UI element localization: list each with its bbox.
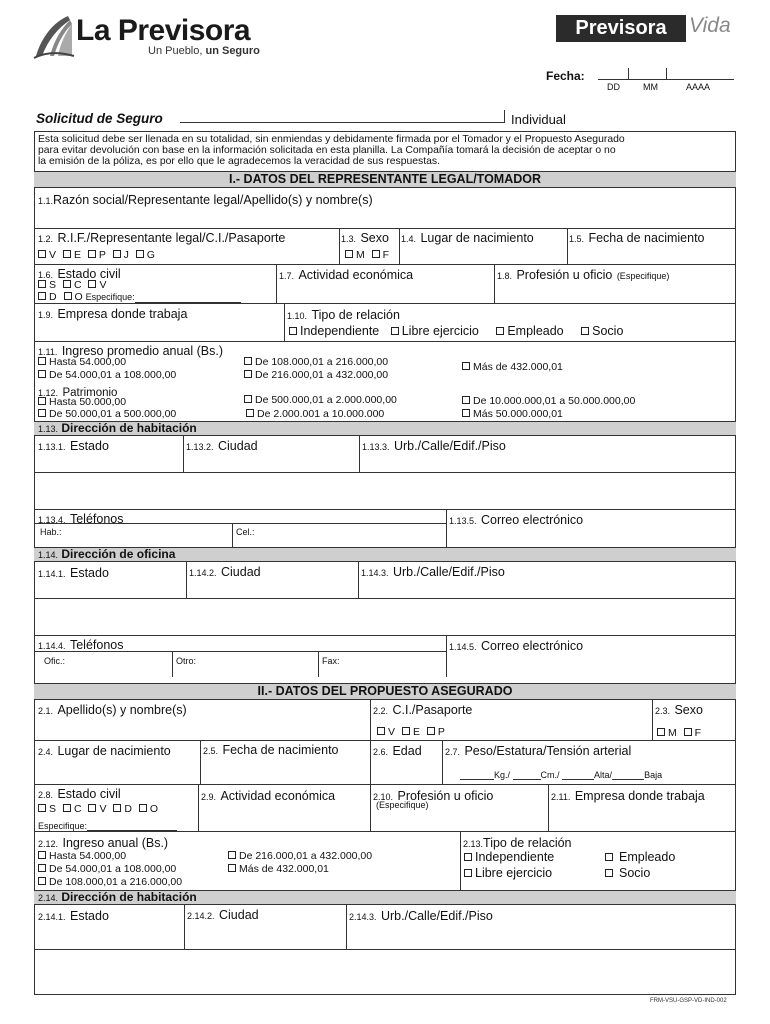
income-2-opt-3[interactable]: De 108.000,01 a 216.000,00 bbox=[38, 876, 182, 888]
field-2-14-1-num: 2.14.1. bbox=[38, 912, 66, 922]
field-1-13-2-label bbox=[186, 437, 258, 455]
field-1-13-2-num: 1.13.2. bbox=[186, 442, 214, 452]
address-2-14-input[interactable] bbox=[36, 951, 734, 993]
checkbox-1-2-p[interactable] bbox=[88, 250, 96, 258]
field-1-2-num: 1.2. bbox=[38, 234, 54, 244]
checkbox-2-2-e[interactable] bbox=[402, 727, 410, 735]
field-2-6-num: 2.6. bbox=[373, 747, 389, 757]
pressure-low-input[interactable] bbox=[612, 779, 644, 780]
checkbox-2-8-o[interactable] bbox=[139, 804, 147, 812]
field-2-3-label bbox=[655, 701, 703, 719]
opt-independiente: Independiente bbox=[300, 324, 380, 338]
field-2-13-num: 2.13. bbox=[463, 839, 484, 849]
field-2-1-num: 2.1. bbox=[38, 706, 54, 716]
field-1-5-label bbox=[569, 229, 705, 247]
patrimonio-opt-6[interactable]: Más 50.000.000,01 bbox=[462, 408, 563, 420]
field-2-13-text: Tipo de relación bbox=[483, 836, 572, 850]
field-1-14-3-label bbox=[361, 563, 505, 581]
checkbox-2-2-p[interactable] bbox=[427, 727, 435, 735]
field-1-10-options bbox=[289, 324, 623, 338]
intro-text bbox=[38, 134, 625, 167]
checkbox-independiente[interactable] bbox=[289, 327, 297, 335]
field-1-13-5-text: Correo electrónico bbox=[480, 513, 584, 527]
income-1-opt-2[interactable]: De 54.000,01 a 108.000,00 bbox=[38, 369, 176, 381]
field-1-7-label bbox=[279, 266, 413, 284]
field-1-13-5-label bbox=[449, 511, 583, 529]
brand-tagline bbox=[148, 45, 260, 57]
opt-1-6-d: D bbox=[49, 291, 57, 303]
checkbox-1-2-v[interactable] bbox=[38, 250, 46, 258]
field-1-13-4-label bbox=[38, 510, 124, 528]
field-2-8-num: 2.8. bbox=[38, 790, 54, 800]
field-1-13-3-num: 1.13.3. bbox=[362, 442, 390, 452]
field-1-9-num: 1.9. bbox=[38, 310, 54, 320]
address-1-13-input[interactable] bbox=[36, 474, 734, 508]
field-2-4-label bbox=[38, 742, 171, 760]
income-1-opt-4[interactable]: De 216.000,01 a 432.000,00 bbox=[244, 369, 388, 381]
field-2-14-2-text: Ciudad bbox=[218, 908, 259, 922]
phone-cel-label: Cel.: bbox=[236, 527, 255, 537]
form-title: Solicitud de Seguro bbox=[36, 111, 163, 126]
field-1-14-5-label bbox=[449, 637, 583, 655]
field-1-2-text: R.I.F./Representante legal/C.I./Pasaporte bbox=[57, 231, 286, 245]
field-2-2-options bbox=[377, 726, 445, 738]
field-1-1-input[interactable] bbox=[36, 207, 734, 227]
form-title-line bbox=[180, 122, 504, 123]
field-1-10-num: 1.10. bbox=[287, 311, 308, 321]
field-2-6-label bbox=[373, 742, 422, 760]
product-badge: Previsora bbox=[556, 15, 686, 42]
especifique-2-8-text: Especifique: bbox=[38, 821, 88, 831]
opt-1-3-m: M bbox=[356, 249, 365, 261]
opt-2-8-s: S bbox=[49, 803, 57, 815]
field-1-3-text: Sexo bbox=[360, 231, 389, 245]
section-1-header: I.- DATOS DEL REPRESENTANTE LEGAL/TOMADOR bbox=[34, 171, 736, 188]
opt-1-2-p: P bbox=[98, 249, 106, 261]
field-2-7-num: 2.7. bbox=[445, 747, 461, 757]
field-1-11-num: 1.11. bbox=[38, 347, 58, 357]
field-1-6-options-b bbox=[38, 291, 241, 303]
field-1-2-label bbox=[38, 229, 285, 247]
field-1-7-num: 1.7. bbox=[279, 271, 295, 281]
date-mm-label: MM bbox=[643, 82, 658, 92]
opt-2-2-v: V bbox=[388, 726, 396, 738]
intro-line-2: para evitar devolución con base en la información solicitada en esta planilla. La Compañía tomará la decisión de aceptar o no bbox=[38, 145, 616, 156]
intro-line-3: la emisión de la póliza, es por ello que le agradecemos la veracidad de sus respuestas. bbox=[38, 156, 441, 167]
checkbox-2-8-s[interactable] bbox=[38, 804, 46, 812]
patrimonio-opt-4[interactable]: De 2.000.001 a 10.000.000 bbox=[246, 408, 384, 420]
checkbox-1-2-e[interactable] bbox=[63, 250, 71, 258]
opt-1-6-v: V bbox=[99, 279, 107, 291]
field-2-10-text: Profesión u oficio bbox=[397, 789, 494, 803]
field-2-14-text: Dirección de habitación bbox=[61, 890, 197, 904]
field-2-14-3-num: 2.14.3. bbox=[349, 912, 377, 922]
field-2-9-num: 2.9. bbox=[201, 792, 217, 802]
opt-2-8-c: C bbox=[73, 803, 82, 815]
opt-empleado: Empleado bbox=[507, 324, 564, 338]
opt-2-3-f: F bbox=[694, 727, 702, 739]
field-1-11-text: Ingreso promedio anual (Bs.) bbox=[61, 344, 224, 358]
field-2-7-measures bbox=[460, 770, 662, 780]
income-1-opt-1[interactable]: Hasta 54.000,00 bbox=[38, 356, 126, 368]
field-1-14-2-text: Ciudad bbox=[220, 565, 261, 579]
opt-1-3-f: F bbox=[382, 249, 390, 261]
field-1-3-options bbox=[345, 249, 389, 261]
field-2-10-note: (Especifique) bbox=[376, 800, 429, 810]
field-1-14-1-label bbox=[38, 564, 109, 582]
field-2-5-num: 2.5. bbox=[203, 746, 219, 756]
section-1-14-header bbox=[34, 547, 736, 562]
income-2-opt-5[interactable]: Más de 432.000,01 bbox=[228, 863, 329, 875]
income-2-opt-4[interactable]: De 216.000,01 a 432.000,00 bbox=[228, 850, 372, 862]
brand-name: La Previsora bbox=[76, 14, 251, 47]
opt-2-8-o: O bbox=[149, 803, 159, 815]
opt-socio: Socio bbox=[592, 324, 624, 338]
company-logo bbox=[32, 12, 272, 60]
field-1-14-3-num: 1.14.3. bbox=[361, 568, 389, 578]
opt-1-2-g: G bbox=[146, 249, 155, 261]
section-2-14-header bbox=[34, 890, 736, 905]
field-2-2-text: C.I./Pasaporte bbox=[392, 703, 473, 717]
field-2-14-1-text: Estado bbox=[69, 909, 109, 923]
income-2-opt-1[interactable]: Hasta 54.000,00 bbox=[38, 850, 126, 862]
field-2-3-options bbox=[657, 727, 701, 739]
field-1-6-num: 1.6. bbox=[38, 270, 54, 280]
checkbox-1-6-o[interactable] bbox=[64, 292, 72, 300]
field-1-13-1-label bbox=[38, 437, 109, 455]
field-1-2-options bbox=[38, 249, 155, 261]
checkbox-2-2-v[interactable] bbox=[377, 727, 385, 735]
field-2-14-2-num: 2.14.2. bbox=[187, 911, 215, 921]
field-1-13-5-num: 1.13.5. bbox=[449, 516, 477, 526]
field-1-14-3-text: Urb./Calle/Edif./Piso bbox=[392, 565, 505, 579]
field-2-11-text: Empresa donde trabaja bbox=[574, 789, 705, 803]
checkbox-1-2-j[interactable] bbox=[113, 250, 121, 258]
product-suffix: Vida bbox=[689, 14, 731, 37]
checkbox-2-3-m[interactable] bbox=[657, 728, 665, 736]
logo-building-icon bbox=[32, 12, 76, 60]
field-1-6-options-a bbox=[38, 279, 106, 291]
form-code: FRM-VSU-GSP-VD-IND-002 bbox=[650, 998, 727, 1004]
phone-otro-label: Otro: bbox=[176, 656, 197, 666]
brand-tagline-b: un Seguro bbox=[205, 45, 260, 57]
patrimonio-opt-1[interactable]: Hasta 50.000,00 bbox=[38, 396, 126, 408]
checkbox-1-2-g[interactable] bbox=[136, 250, 144, 258]
field-2-1-text: Apellido(s) y nombre(s) bbox=[57, 703, 187, 717]
opt-2-8-v: V bbox=[99, 803, 107, 815]
unit-kg: Kg./ bbox=[494, 770, 511, 780]
checkbox-2-8-c[interactable] bbox=[63, 804, 71, 812]
opt-1-6-s: S bbox=[49, 279, 57, 291]
field-1-8-note: (Especifique) bbox=[616, 271, 670, 281]
rel-2-empleado[interactable]: Empleado bbox=[605, 850, 675, 864]
field-1-13-4-text: Teléfonos bbox=[69, 512, 124, 526]
field-2-7-text: Peso/Estatura/Tensión arterial bbox=[464, 744, 632, 758]
patrimonio-opt-2[interactable]: De 50.000,01 a 500.000,00 bbox=[38, 408, 176, 420]
field-2-11-label bbox=[551, 787, 705, 805]
field-1-1-text: Razón social/Representante legal/Apellido(s) y nombre(s) bbox=[53, 193, 373, 207]
patrimonio-opt-5[interactable]: De 10.000.000,01 a 50.000.000,00 bbox=[462, 395, 635, 407]
field-2-4-text: Lugar de nacimiento bbox=[57, 744, 171, 758]
rel-2-socio[interactable]: Socio bbox=[605, 866, 650, 880]
field-1-14-num: 1.14. bbox=[38, 550, 59, 560]
field-1-3-num: 1.3. bbox=[341, 234, 357, 244]
rel-2-libre-ejercicio[interactable]: Libre ejercicio bbox=[464, 866, 552, 880]
field-1-13-1-text: Estado bbox=[69, 439, 109, 453]
field-1-3-label bbox=[341, 229, 389, 247]
field-2-8-label bbox=[38, 785, 121, 803]
opt-2-2-e: E bbox=[412, 726, 420, 738]
rel-2-independiente[interactable]: Independiente bbox=[464, 850, 554, 864]
intro-line-1: Esta solicitud debe ser llenada en su totalidad, sin enmiendas y debidamente firmada por el Tomador y el Propuesto Asegurado bbox=[38, 134, 625, 145]
income-1-opt-3[interactable]: De 108.000,01 a 216.000,00 bbox=[244, 356, 388, 368]
pressure-high-input[interactable] bbox=[562, 779, 594, 780]
field-2-7-label bbox=[445, 742, 631, 760]
checkbox-2-3-f[interactable] bbox=[684, 728, 692, 736]
field-1-9-text: Empresa donde trabaja bbox=[57, 307, 188, 321]
field-1-7-text: Actividad económica bbox=[298, 268, 414, 282]
phone-ofic-label: Ofic.: bbox=[44, 656, 66, 666]
unit-alta: Alta/ bbox=[594, 770, 613, 780]
field-2-9-label bbox=[201, 787, 335, 805]
field-1-12-text: Patrimonio bbox=[62, 387, 118, 399]
field-2-11-num: 2.11. bbox=[551, 792, 571, 802]
field-2-8-options bbox=[38, 803, 158, 815]
field-2-14-2-label bbox=[187, 906, 259, 924]
form-type: Individual bbox=[511, 112, 566, 127]
field-1-14-5-num: 1.14.5. bbox=[449, 642, 477, 652]
field-1-14-4-num: 1.14.4. bbox=[38, 641, 66, 651]
field-2-4-num: 2.4. bbox=[38, 747, 54, 757]
field-1-9-label bbox=[38, 305, 187, 323]
height-input[interactable] bbox=[513, 779, 541, 780]
especifique-2-8 bbox=[38, 821, 177, 831]
field-2-3-text: Sexo bbox=[674, 703, 703, 717]
field-2-12-text: Ingreso anual (Bs.) bbox=[62, 836, 169, 850]
opt-2-3-m: M bbox=[668, 727, 677, 739]
field-1-13-num: 1.13. bbox=[38, 424, 59, 434]
income-2-opt-2[interactable]: De 54.000,01 a 108.000,00 bbox=[38, 863, 176, 875]
field-1-4-num: 1.4. bbox=[401, 234, 417, 244]
opt-1-2-j: J bbox=[123, 249, 129, 261]
field-2-14-3-text: Urb./Calle/Edif./Piso bbox=[380, 909, 493, 923]
field-2-2-label bbox=[373, 701, 472, 719]
brand-tagline-a: Un Pueblo, bbox=[148, 45, 206, 57]
checkbox-1-6-s[interactable] bbox=[38, 280, 46, 288]
field-1-13-3-label bbox=[362, 437, 506, 455]
patrimonio-opt-3[interactable]: De 500.000,01 a 2.000.000,00 bbox=[244, 394, 397, 406]
checkbox-empleado[interactable] bbox=[496, 327, 504, 335]
unit-cm: Cm./ bbox=[540, 770, 560, 780]
checkbox-1-6-c[interactable] bbox=[63, 280, 71, 288]
checkbox-2-8-v[interactable] bbox=[88, 804, 96, 812]
field-1-13-1-num: 1.13.1. bbox=[38, 442, 66, 452]
date-aaaa-label: AAAA bbox=[686, 82, 711, 92]
weight-input[interactable] bbox=[460, 779, 494, 780]
field-1-14-1-text: Estado bbox=[69, 566, 109, 580]
section-2-header: II.- DATOS DEL PROPUESTO ASEGURADO bbox=[34, 683, 736, 700]
checkbox-1-6-v[interactable] bbox=[88, 280, 96, 288]
field-2-5-label bbox=[203, 741, 339, 759]
field-2-9-text: Actividad económica bbox=[220, 789, 336, 803]
checkbox-1-6-d[interactable] bbox=[38, 292, 46, 300]
opt-1-6-c: C bbox=[73, 279, 82, 291]
opt-1-2-v: V bbox=[49, 249, 57, 261]
date-dd-label: DD bbox=[607, 82, 620, 92]
field-2-8-text: Estado civil bbox=[57, 787, 121, 801]
opt-1-6-o: O bbox=[74, 291, 83, 303]
checkbox-1-3-m[interactable] bbox=[345, 250, 353, 258]
field-1-10-text: Tipo de relación bbox=[311, 308, 400, 322]
opt-libre-ejercicio: Libre ejercicio bbox=[401, 324, 479, 338]
field-1-14-2-num: 1.14.2. bbox=[189, 568, 217, 578]
field-1-14-5-text: Correo electrónico bbox=[480, 639, 584, 653]
field-1-8-text: Profesión u oficio bbox=[516, 268, 613, 282]
field-1-8-label bbox=[497, 266, 669, 284]
address-1-14-input[interactable] bbox=[36, 600, 734, 634]
field-2-14-1-label bbox=[38, 907, 109, 925]
field-1-4-label bbox=[401, 229, 534, 247]
opt-2-2-p: P bbox=[437, 726, 445, 738]
form-title-tick bbox=[504, 110, 505, 123]
phone-fax-label: Fax: bbox=[322, 656, 340, 666]
checkbox-2-8-d[interactable] bbox=[113, 804, 121, 812]
field-1-8-num: 1.8. bbox=[497, 271, 513, 281]
field-1-13-text: Dirección de habitación bbox=[61, 421, 197, 435]
checkbox-libre-ejercicio[interactable] bbox=[391, 327, 399, 335]
phone-hab-label: Hab.: bbox=[40, 527, 62, 537]
field-2-10-num: 2.10. bbox=[373, 792, 394, 802]
field-1-14-2-label bbox=[189, 563, 261, 581]
date-label: Fecha: bbox=[546, 69, 585, 83]
field-1-6-text: Estado civil bbox=[57, 267, 121, 281]
field-2-1-label bbox=[38, 701, 187, 719]
especifique-1-6: Especifique: bbox=[85, 292, 135, 302]
checkbox-socio[interactable] bbox=[581, 327, 589, 335]
section-1-13-header bbox=[34, 421, 736, 436]
field-1-14-1-num: 1.14.1. bbox=[38, 569, 66, 579]
income-1-opt-5[interactable]: Más de 432.000,01 bbox=[462, 361, 563, 373]
field-1-4-text: Lugar de nacimiento bbox=[420, 231, 534, 245]
field-1-5-num: 1.5. bbox=[569, 234, 585, 244]
field-1-13-4-num: 1.13.4. bbox=[38, 515, 66, 525]
field-1-10-label bbox=[287, 306, 400, 324]
opt-1-2-e: E bbox=[73, 249, 81, 261]
field-2-14-3-label bbox=[349, 907, 493, 925]
field-2-2-num: 2.2. bbox=[373, 706, 389, 716]
opt-2-8-d: D bbox=[124, 803, 132, 815]
field-1-14-text: Dirección de oficina bbox=[61, 547, 176, 561]
field-1-1-num: 1.1. bbox=[38, 196, 54, 206]
date-field[interactable] bbox=[598, 68, 734, 80]
checkbox-1-3-f[interactable] bbox=[372, 250, 380, 258]
field-1-12-num: 1.12. bbox=[38, 388, 59, 398]
field-2-6-text: Edad bbox=[392, 744, 422, 758]
field-2-12-num: 2.12. bbox=[38, 839, 59, 849]
field-2-14-num: 2.14. bbox=[38, 893, 59, 903]
field-2-5-text: Fecha de nacimiento bbox=[222, 743, 339, 757]
field-1-14-4-text: Teléfonos bbox=[69, 638, 124, 652]
field-1-13-2-text: Ciudad bbox=[217, 439, 258, 453]
unit-baja: Baja bbox=[644, 770, 663, 780]
field-1-5-text: Fecha de nacimiento bbox=[588, 231, 705, 245]
field-1-13-3-text: Urb./Calle/Edif./Piso bbox=[393, 439, 506, 453]
field-2-3-num: 2.3. bbox=[655, 706, 671, 716]
